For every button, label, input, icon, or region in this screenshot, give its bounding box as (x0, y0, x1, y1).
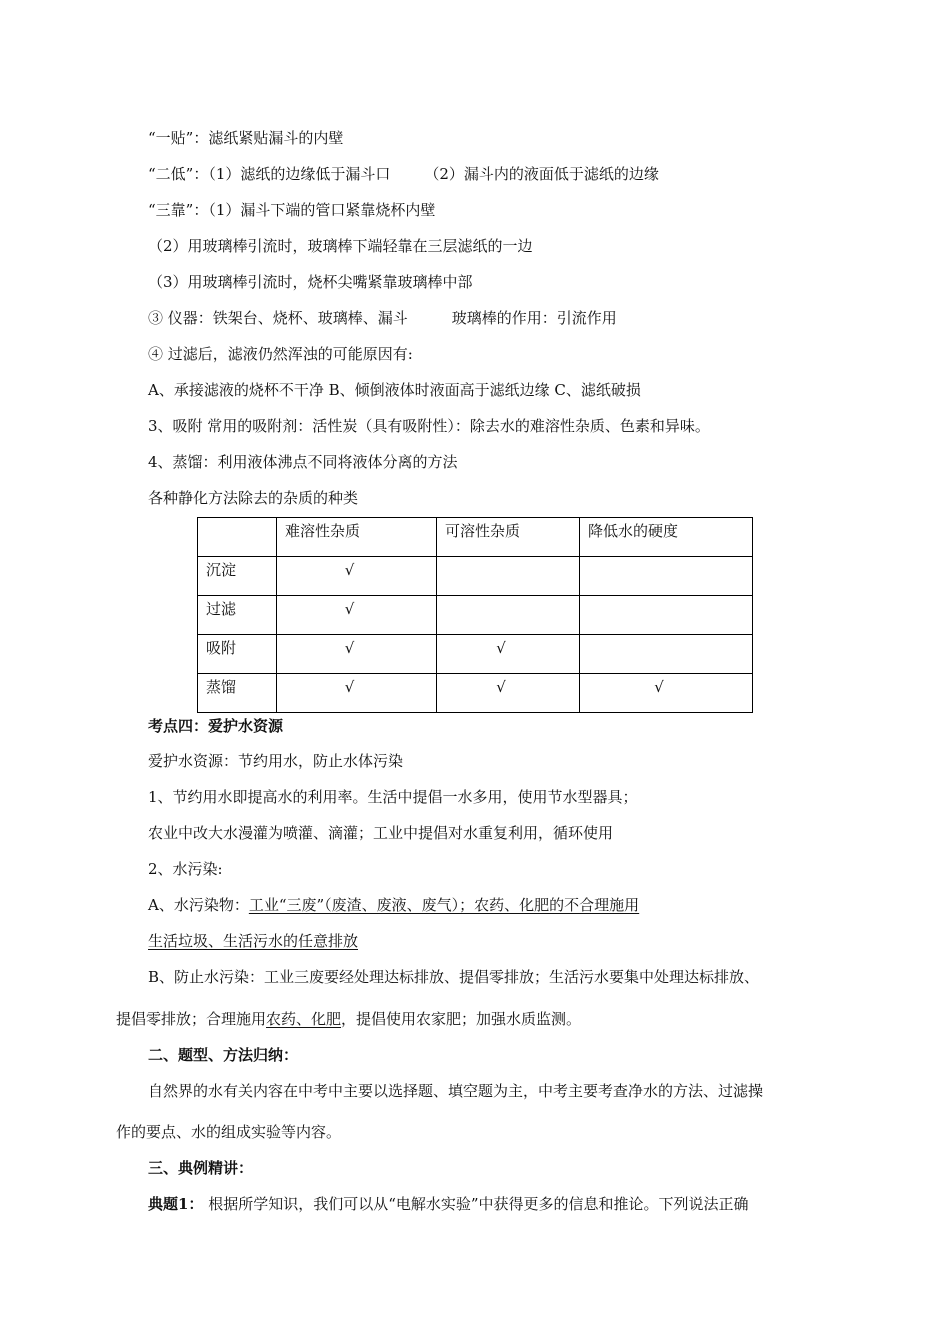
method-name-cell: 吸附 (198, 635, 277, 674)
filter-rule-three-lean-2: （2）用玻璃棒引流时，玻璃棒下端轻靠在三层滤纸的一边 (148, 237, 533, 255)
pollutants-label: A、水污染物： (148, 896, 249, 914)
check-cell: √ (277, 635, 437, 674)
instruments-line (148, 308, 617, 328)
filter-rule-one-stick: “一贴”：滤纸紧贴漏斗的内壁 (148, 129, 344, 147)
method-name-cell: 蒸馏 (198, 674, 277, 713)
check-cell: √ (277, 596, 437, 635)
filter-rule-two-low-1: “二低”：（1）滤纸的边缘低于漏斗口 (148, 165, 391, 183)
example-1-text: 根据所学知识，我们可以从“电解水实验”中获得更多的信息和推论。下列说法正确 (203, 1195, 749, 1213)
table-row (198, 557, 753, 596)
protect-water-summary: 爱护水资源：节约用水，防止水体污染 (148, 752, 404, 770)
filter-rule-two-low-2: （2）漏斗内的液面低于滤纸的边缘 (424, 165, 659, 183)
section-heading-examples: 三、典例精讲： (148, 1159, 254, 1177)
table-row (198, 674, 753, 713)
turbid-filtrate-causes-list: A、承接滤液的烧杯不干净 B、倾倒液体时液面高于滤纸边缘 C、滤纸破损 (148, 381, 641, 399)
check-cell: √ (437, 635, 580, 674)
prevent-pollution-line-2 (116, 1009, 581, 1029)
check-cell: √ (277, 557, 437, 596)
check-cell (437, 557, 580, 596)
table-header-row (198, 518, 753, 557)
filter-rule-three-lean-1: “三靠”：（1）漏斗下端的管口紧靠烧杯内壁 (148, 201, 436, 219)
check-cell (580, 557, 753, 596)
table-row (198, 596, 753, 635)
question-types-line-1: 自然界的水有关内容在中考中主要以选择题、填空题为主，中考主要考查净水的方法、过滤操 (148, 1082, 764, 1100)
table-row (198, 635, 753, 674)
method-name-cell: 过滤 (198, 596, 277, 635)
table-header-cell: 降低水的硬度 (580, 518, 753, 557)
check-cell (580, 635, 753, 674)
pollutants-line (148, 895, 639, 915)
check-cell: √ (437, 674, 580, 713)
pollutants-sources: 工业“三废”（废渣、废液、废气）；农药、化肥的不合理施用 (248, 896, 640, 914)
save-water-line-1: 1、节约用水即提高水的利用率。生活中提倡一水多用，使用节水型器具； (148, 788, 638, 806)
save-water-line-2: 农业中改大水漫灌为喷灌、滴灌；工业中提倡对水重复利用，循环使用 (148, 824, 614, 842)
prevent-pollution-suffix: ，提倡使用农家肥；加强水质监测。 (341, 1010, 582, 1028)
distillation-line: 4、蒸馏：利用液体沸点不同将液体分离的方法 (148, 453, 458, 471)
water-pollution-heading: 2、水污染: (148, 860, 223, 878)
check-cell (437, 596, 580, 635)
adsorption-line: 3、吸附 常用的吸附剂：活性炭（具有吸附性）：除去水的难溶性杂质、色素和异味。 (148, 417, 710, 435)
instruments-list: ③ 仪器：铁架台、烧杯、玻璃棒、漏斗 (148, 309, 408, 327)
section-heading-protect-water: 考点四：爱护水资源 (148, 717, 284, 735)
pollutants-line-2 (148, 931, 358, 951)
prevent-pollution-line-1: B、防止水污染：工业三废要经处理达标排放、提倡零排放；生活污水要集中处理达标排放、 (148, 968, 760, 986)
filter-rule-two-low (148, 164, 659, 184)
section-heading-question-types: 二、题型、方法归纳： (148, 1046, 299, 1064)
prevent-pollution-underlined: 农药、化肥 (266, 1010, 342, 1028)
question-types-line-2: 作的要点、水的组成实验等内容。 (116, 1123, 342, 1141)
table-header-cell (198, 518, 277, 557)
turbid-filtrate-causes-heading: ④ 过滤后，滤液仍然浑浊的可能原因有: (148, 345, 413, 363)
table-caption: 各种静化方法除去的杂质的种类 (148, 489, 359, 507)
check-cell: √ (277, 674, 437, 713)
example-1-label: 典题1： (148, 1195, 204, 1213)
method-name-cell: 沉淀 (198, 557, 277, 596)
check-cell: √ (580, 674, 753, 713)
table-header-cell: 难溶性杂质 (277, 518, 437, 557)
glass-rod-role: 玻璃棒的作用：引流作用 (451, 309, 617, 327)
filter-rule-three-lean-3: （3）用玻璃棒引流时，烧杯尖嘴紧靠玻璃棒中部 (148, 273, 473, 291)
check-cell (580, 596, 753, 635)
example-1-line (148, 1194, 749, 1214)
prevent-pollution-prefix: 提倡零排放；合理施用 (116, 1010, 267, 1028)
purification-methods-table (197, 517, 753, 713)
table-header-cell: 可溶性杂质 (437, 518, 580, 557)
pollutants-domestic: 生活垃圾、生活污水的任意排放 (148, 932, 359, 950)
